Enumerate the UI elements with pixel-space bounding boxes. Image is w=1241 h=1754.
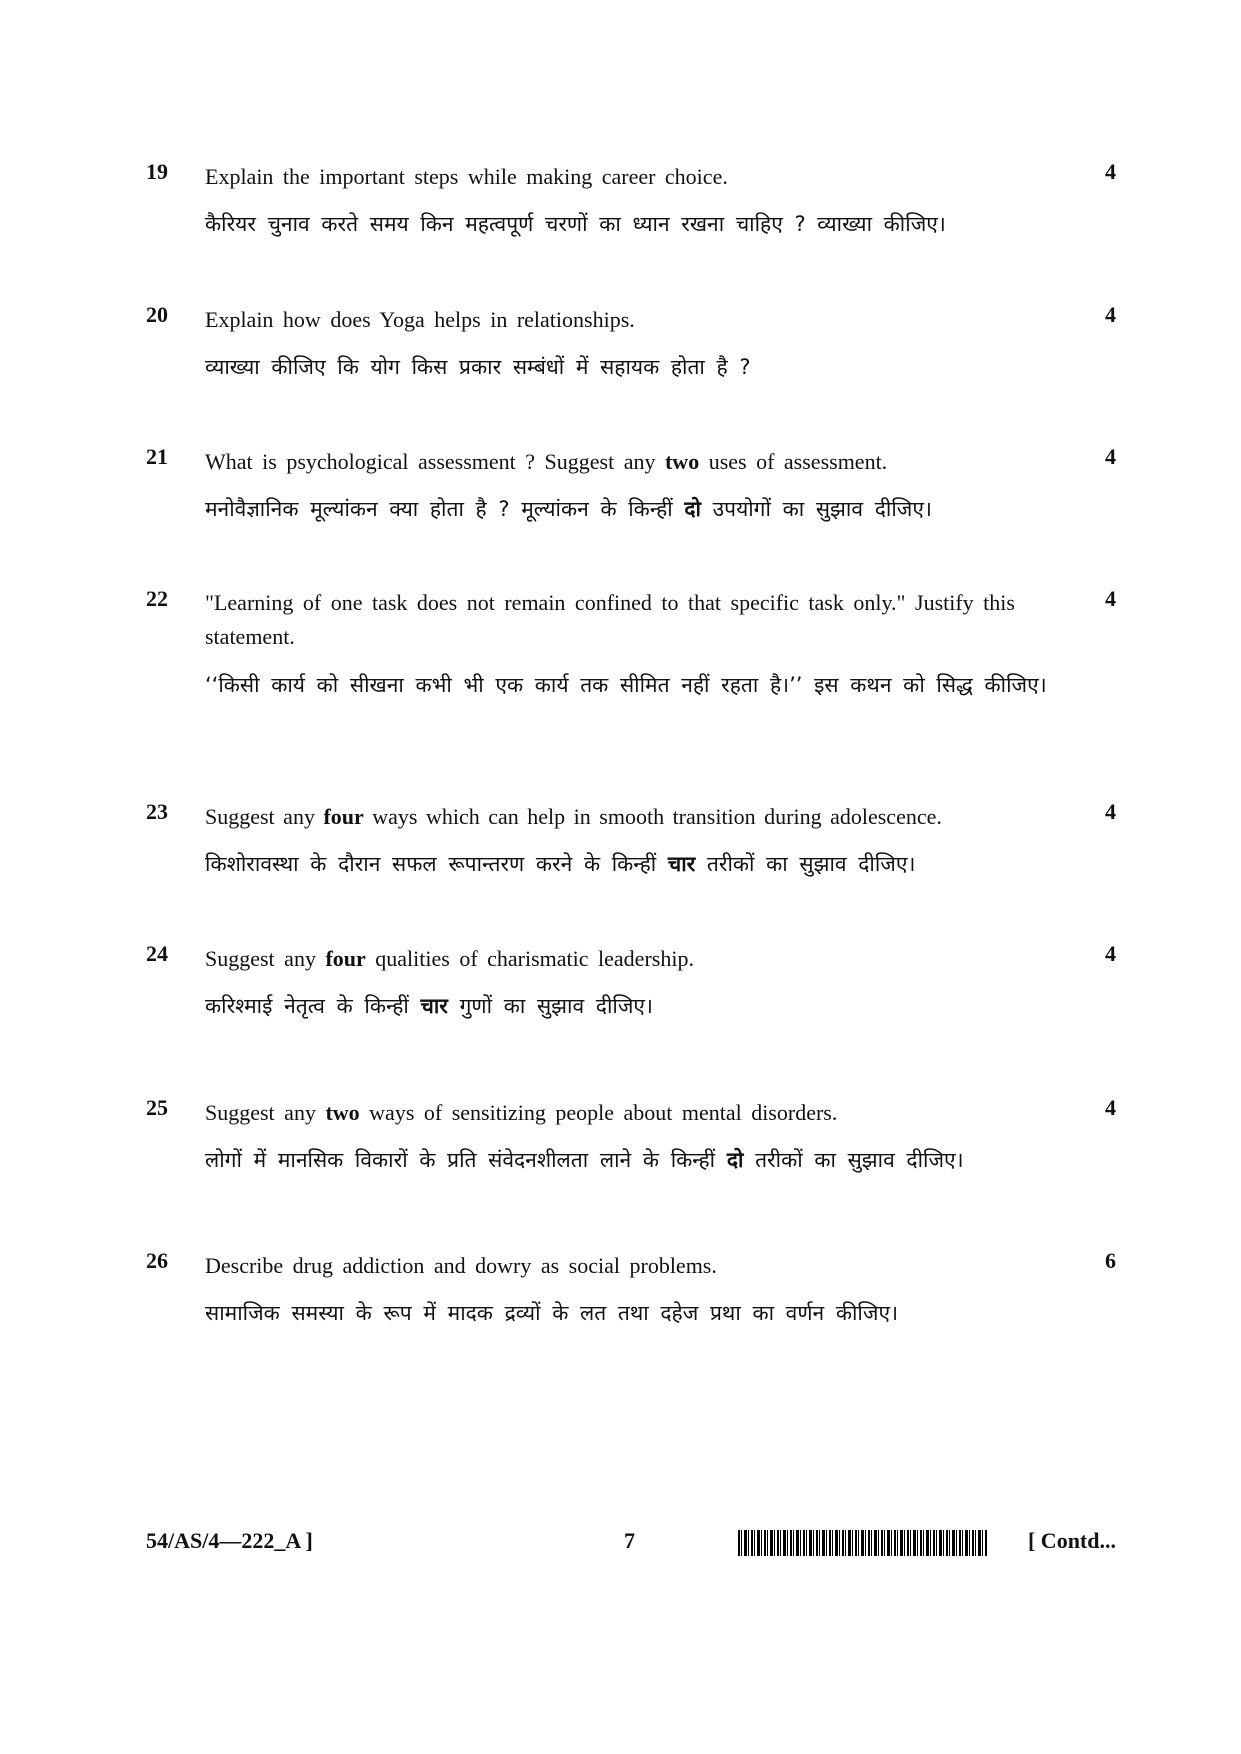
question-text-english: Describe drug addiction and dowry as social problems. bbox=[205, 1253, 717, 1278]
question-number: 24 bbox=[146, 941, 168, 966]
question-number: 23 bbox=[146, 799, 168, 824]
question-text-hindi: सामाजिक समस्या के रूप में मादक द्रव्यों के लत तथा दहेज प्रथा का वर्णन कीजिए। bbox=[205, 1301, 899, 1325]
question-number: 20 bbox=[146, 302, 168, 327]
question-text-english: Explain the important steps while making career choice. bbox=[205, 164, 728, 189]
question-text-hindi: व्याख्या कीजिए कि योग किस प्रकार सम्बंधों में सहायक होता है ? bbox=[205, 355, 751, 379]
marks: 4 bbox=[1105, 159, 1116, 184]
question-text-hindi: किशोरावस्था के दौरान सफल रूपान्तरण करने के किन्हीं चार तरीकों का सुझाव दीजिए। bbox=[205, 852, 916, 876]
marks: 4 bbox=[1105, 586, 1116, 611]
question-number: 22 bbox=[146, 586, 168, 611]
question-text-english: Explain how does Yoga helps in relationships. bbox=[205, 307, 635, 332]
question-text-hindi: लोगों में मानसिक विकारों के प्रति संवेदनशीलता लाने के किन्हीं दो तरीकों का सुझाव दीजिए। bbox=[205, 1148, 964, 1172]
question-number: 25 bbox=[146, 1095, 168, 1120]
question-text-hindi: मनोवैज्ञानिक मूल्यांकन क्या होता है ? मूल्यांकन के किन्हीं दो उपयोगों का सुझाव दीजिए। bbox=[205, 497, 932, 521]
barcode-icon bbox=[738, 1530, 988, 1556]
marks: 4 bbox=[1105, 302, 1116, 327]
question-text-english: "Learning of one task does not remain confined to that specific task only." Justify this statement. bbox=[205, 590, 1015, 649]
continued-label: [ Contd... bbox=[1027, 1528, 1116, 1553]
question-text-english: Suggest any four ways which can help in smooth transition during adolescence. bbox=[205, 804, 942, 829]
question-text-english: Suggest any two ways of sensitizing people about mental disorders. bbox=[205, 1100, 838, 1125]
question-number: 19 bbox=[146, 159, 168, 184]
marks: 6 bbox=[1105, 1248, 1116, 1273]
marks: 4 bbox=[1105, 799, 1116, 824]
question-number: 21 bbox=[146, 444, 168, 469]
marks: 4 bbox=[1105, 941, 1116, 966]
page-number: 7 bbox=[624, 1528, 635, 1553]
question-text-english: What is psychological assessment ? Suggest any two uses of assessment. bbox=[205, 449, 888, 474]
marks: 4 bbox=[1105, 1095, 1116, 1120]
question-text-hindi: ‘‘किसी कार्य को सीखना कभी भी एक कार्य तक सीमित नहीं रहता है।’’ इस कथन को सिद्ध कीजिए। bbox=[205, 673, 1047, 697]
marks: 4 bbox=[1105, 444, 1116, 469]
paper-code: 54/AS/4—222_A ] bbox=[146, 1528, 313, 1553]
page-footer bbox=[146, 1524, 1116, 1564]
question-number: 26 bbox=[146, 1248, 168, 1273]
question-text-english: Suggest any four qualities of charismatic leadership. bbox=[205, 946, 694, 971]
question-text-hindi: कैरियर चुनाव करते समय किन महत्वपूर्ण चरणों का ध्यान रखना चाहिए ? व्याख्या कीजिए। bbox=[205, 212, 946, 236]
question-text-hindi: करिश्माई नेतृत्व के किन्हीं चार गुणों का सुझाव दीजिए। bbox=[205, 994, 653, 1018]
